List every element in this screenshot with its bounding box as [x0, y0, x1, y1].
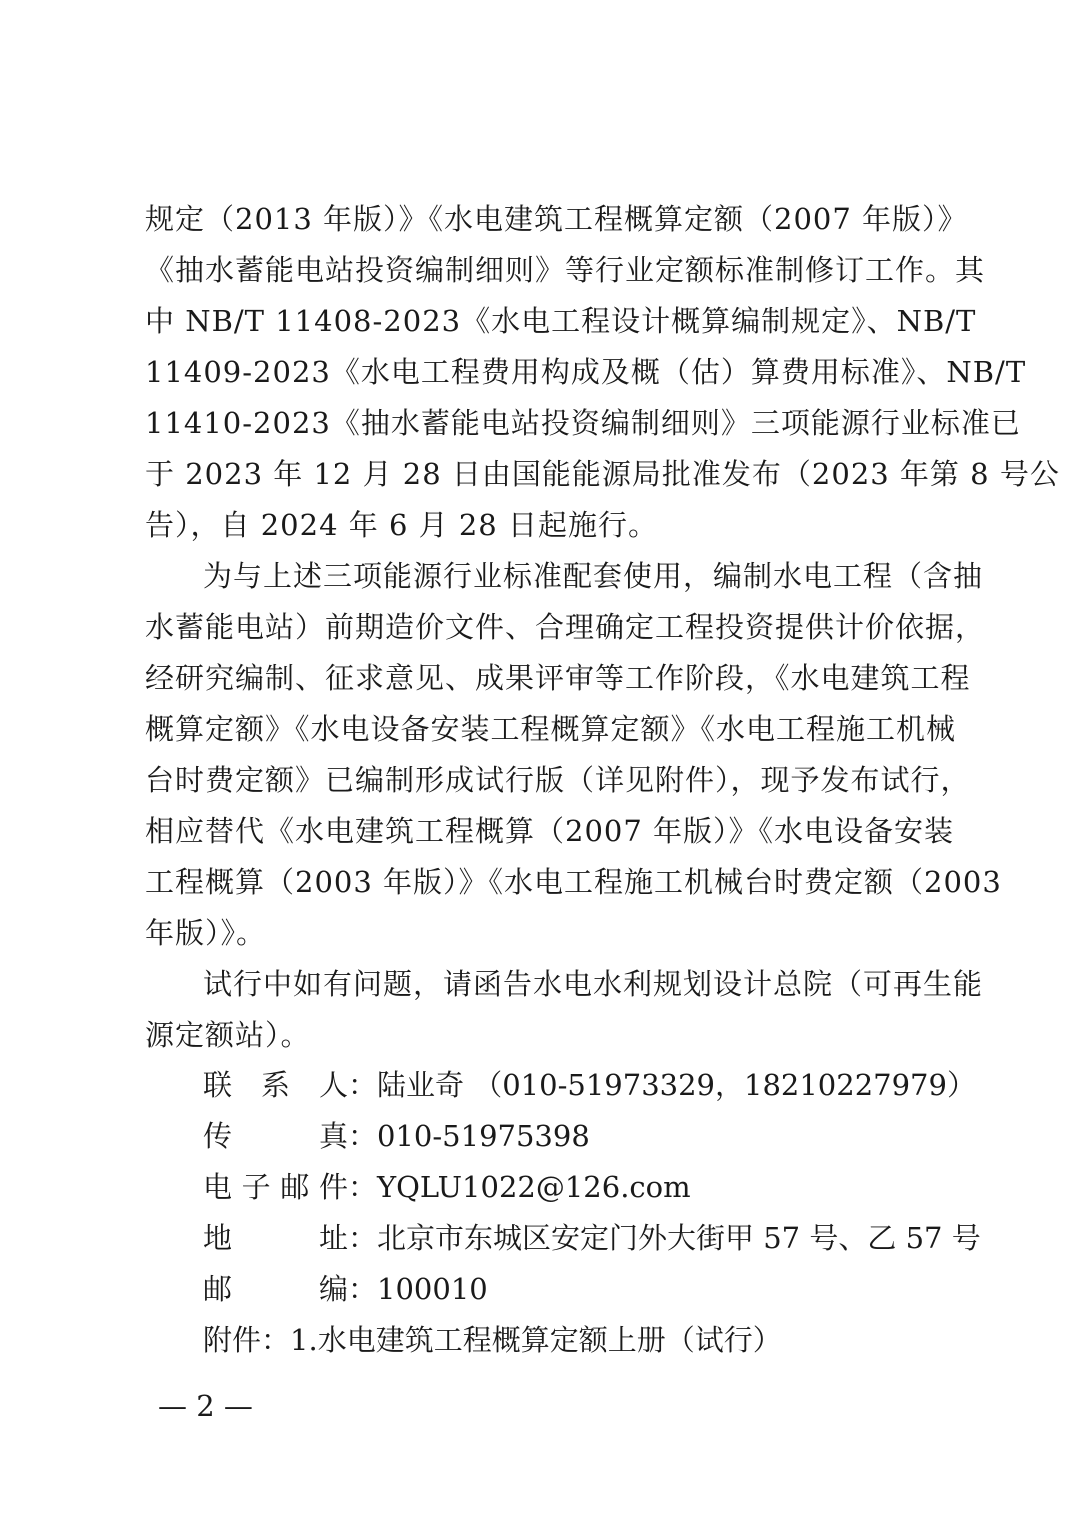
body-text-line: 水蓄能电站）前期造价文件、合理确定工程投资提供计价依据，	[145, 610, 986, 644]
body-text-line: 于 2023 年 12 月 28 日由国能能源局批准发布（2023 年第 8 号公	[145, 457, 1060, 491]
body-text-line: 《抽水蓄能电站投资编制细则》等行业定额标准制修订工作。其	[145, 253, 986, 287]
body-text-line: 中 NB/T 11408-2023《水电工程设计概算编制规定》、NB/T	[145, 304, 977, 338]
body-text-line: 为与上述三项能源行业标准配套使用，编制水电工程（含抽	[203, 559, 984, 593]
email-row	[203, 1162, 691, 1213]
body-text-line: 相应替代《水电建筑工程概算（2007 年版）》《水电设备安装	[145, 814, 955, 848]
page-number: — 2 —	[158, 1389, 253, 1423]
attachment-value: 1.水电建筑工程概算定额上册（试行）	[290, 1323, 782, 1357]
contact-person-row	[203, 1060, 976, 1111]
contact-label: 电子邮件	[203, 1170, 348, 1204]
contact-label: 地址	[203, 1221, 348, 1255]
body-text-line: 经研究编制、征求意见、成果评审等工作阶段，《水电建筑工程	[145, 661, 971, 695]
contact-label: 邮编	[203, 1272, 348, 1306]
body-text-line: 试行中如有问题，请函告水电水利规划设计总院（可再生能	[203, 967, 984, 1001]
contact-label: 传真	[203, 1119, 348, 1153]
colon: ：	[348, 1221, 378, 1255]
attachment-row	[203, 1315, 782, 1366]
address-row	[203, 1213, 981, 1264]
body-text-line: 工程概算（2003 年版）》《水电工程施工机械台时费定额（2003	[145, 865, 1002, 899]
colon: ：	[261, 1323, 291, 1357]
fax-row	[203, 1111, 590, 1162]
contact-value: 100010	[377, 1272, 488, 1306]
body-text-line: 规定（2013 年版）》《水电建筑工程概算定额（2007 年版）》	[145, 202, 968, 236]
colon: ：	[348, 1170, 378, 1204]
body-text-line: 年版）》。	[145, 916, 267, 950]
body-text-line: 源定额站）。	[145, 1018, 311, 1052]
colon: ：	[348, 1272, 378, 1306]
body-text-line: 11409-2023《水电工程费用构成及概（估）算费用标准》、NB/T	[145, 355, 1027, 389]
colon: ：	[348, 1068, 378, 1102]
contact-value: 010-51975398	[377, 1119, 590, 1153]
colon: ：	[348, 1119, 378, 1153]
attachment-label: 附件	[203, 1323, 262, 1357]
contact-label: 联系人	[203, 1068, 348, 1102]
contact-value: 北京市东城区安定门外大街甲 57 号、乙 57 号	[377, 1221, 981, 1255]
body-text-line: 告），自 2024 年 6 月 28 日起施行。	[145, 508, 658, 542]
body-text-line: 概算定额》《水电设备安装工程概算定额》《水电工程施工机械	[145, 712, 957, 746]
body-text-line: 台时费定额》已编制形成试行版（详见附件），现予发布试行，	[145, 763, 971, 797]
body-text-line: 11410-2023《抽水蓄能电站投资编制细则》三项能源行业标准已	[145, 406, 1021, 440]
postcode-row	[203, 1264, 488, 1315]
contact-value: 陆业奇 （010-51973329，18210227979）	[377, 1068, 976, 1102]
email-value: YQLU1022@126.com	[377, 1170, 691, 1204]
